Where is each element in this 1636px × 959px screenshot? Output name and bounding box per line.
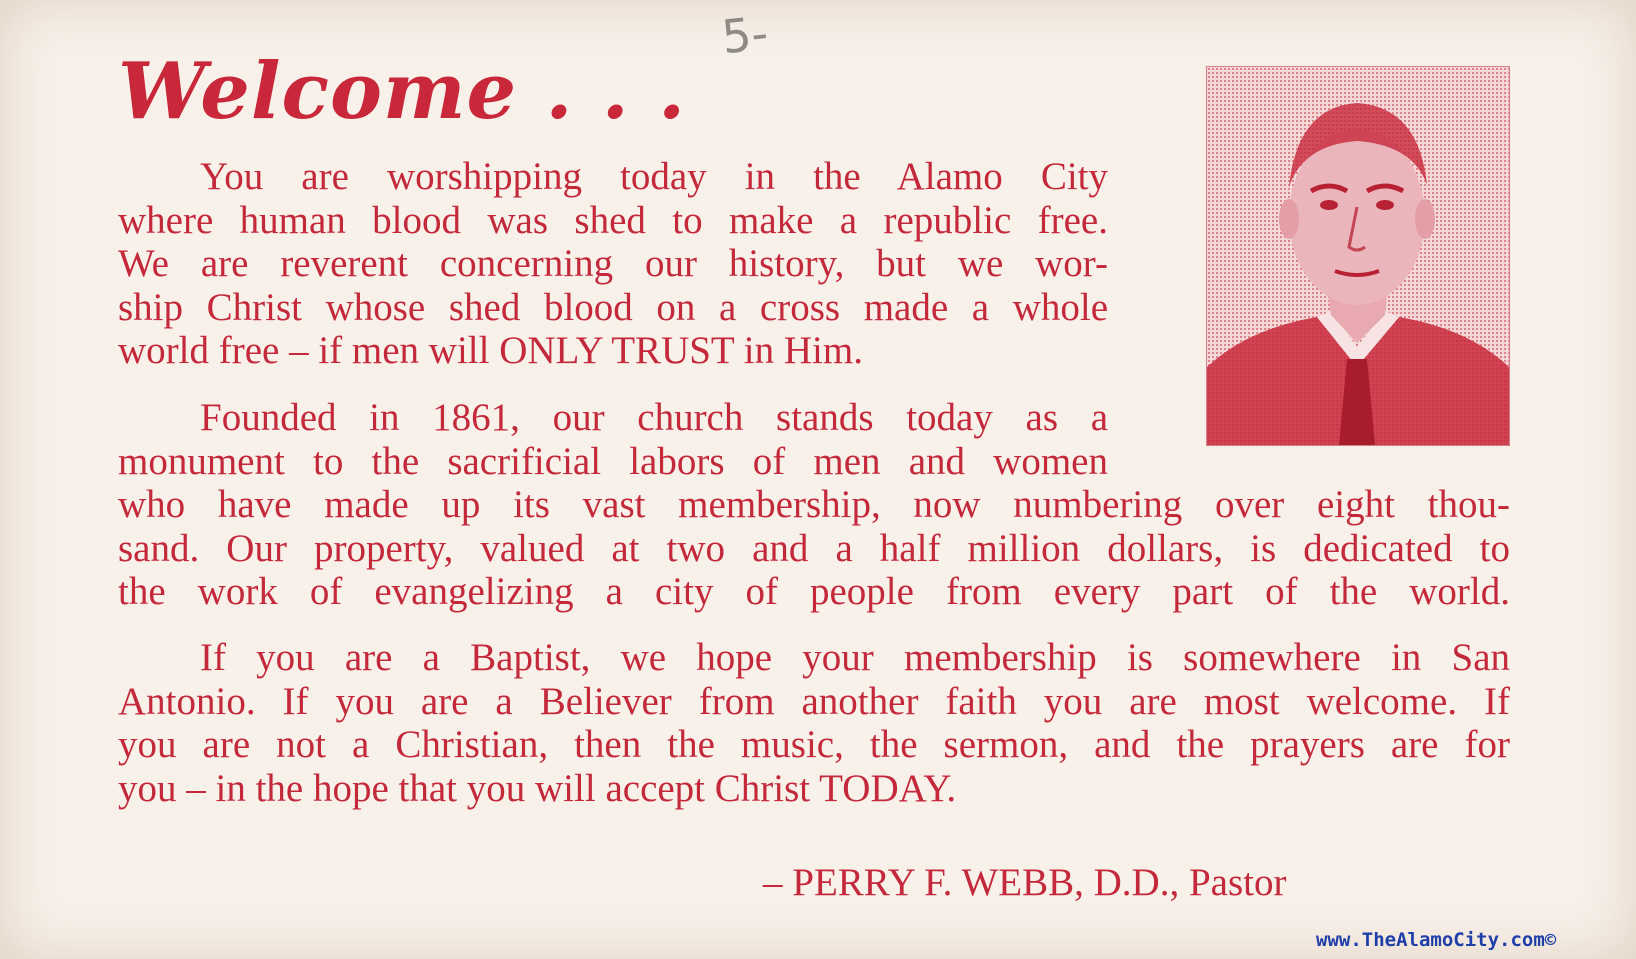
paragraph-founded-continued — [118, 483, 1510, 614]
text-line: where human blood was shed to make a republic free. — [118, 198, 1108, 242]
text-line: Founded in 1861, our church stands today as a — [200, 396, 1108, 439]
text-line: sand. Our property, valued at two and a half million dollars, is dedicated to — [118, 526, 1510, 570]
pastor-signature: – PERRY F. WEBB, D.D., Pastor — [763, 861, 1287, 904]
text-line: We are reverent concerning our history, but we wor- — [118, 242, 1108, 285]
text-line: ship Christ whose shed blood on a cross made a whole — [118, 285, 1108, 329]
paragraph-founded — [118, 396, 1108, 483]
text-line: Antonio. If you are a Believer from another faith you are most welcome. If — [118, 679, 1510, 723]
website-credit: www.TheAlamoCity.com© — [1316, 929, 1557, 951]
pastor-portrait — [1206, 66, 1510, 446]
pencil-mark: 5- — [719, 5, 771, 65]
text-line: monument to the sacrificial labors of men and women — [118, 439, 1108, 483]
text-line: You are worshipping today in the Alamo City — [200, 155, 1108, 198]
text-line: If you are a Baptist, we hope your membership is somewhere in San — [200, 636, 1510, 679]
text-line: you – in the hope that you will accept Christ TODAY. — [118, 766, 957, 810]
portrait-illustration — [1207, 67, 1509, 445]
text-line: world free – if men will ONLY TRUST in Him. — [118, 329, 863, 372]
paragraph-history — [118, 155, 1108, 373]
welcome-heading: Welcome . . . — [118, 46, 687, 137]
text-line: you are not a Christian, then the music, the sermon, and the prayers are for — [118, 723, 1510, 766]
text-line: the work of evangelizing a city of people from every part of the world. — [118, 570, 1510, 613]
paragraph-invitation — [118, 636, 1510, 810]
text-line: who have made up its vast membership, now numbering over eight thou- — [118, 483, 1510, 526]
